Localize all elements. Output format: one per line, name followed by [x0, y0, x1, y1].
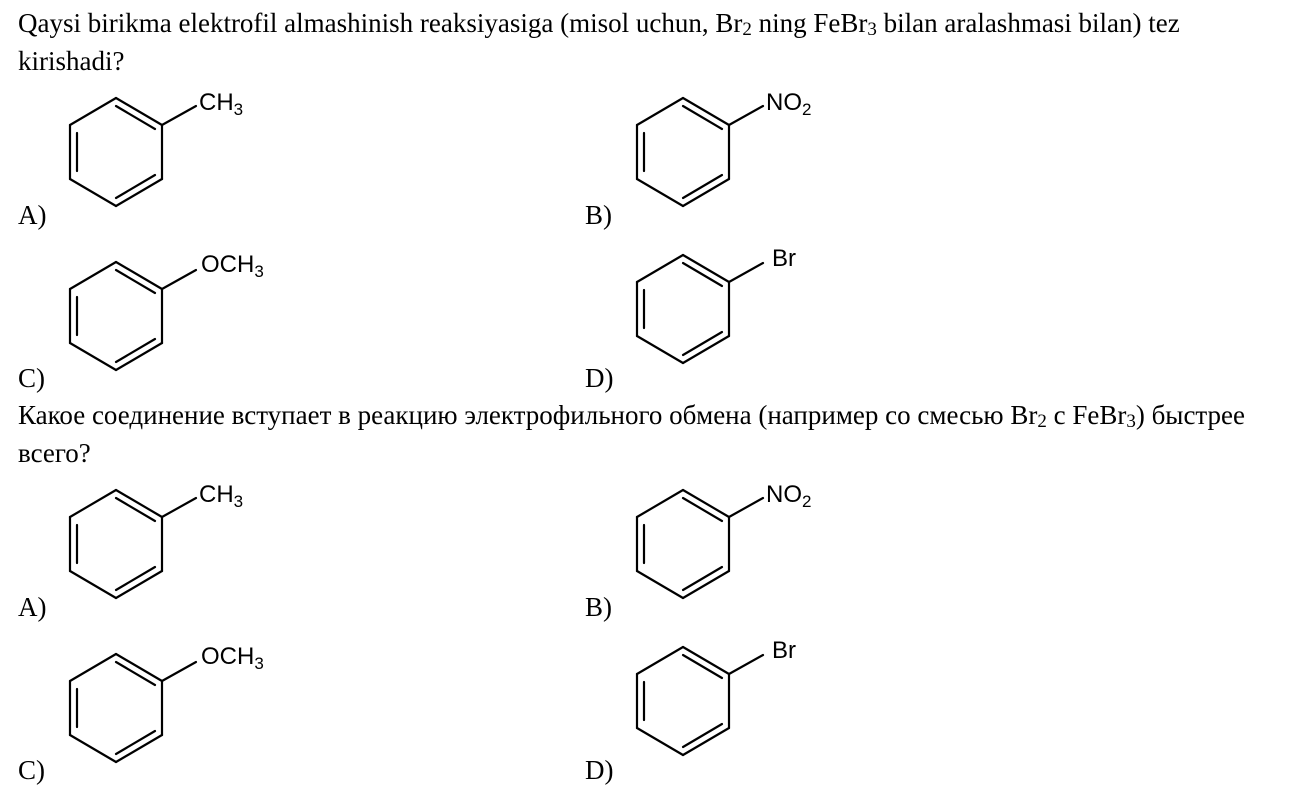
question-2-subscript: 3 [1126, 411, 1136, 432]
option-d-label[interactable]: D) [585, 755, 614, 785]
question-1-subscript: 3 [867, 19, 877, 40]
question-1-text [18, 4, 1273, 80]
substituent-label: $CH_3$ [199, 89, 244, 119]
option-a-label[interactable]: A) [18, 592, 47, 622]
question-1-text-part: bilan aralashmasi bilan) tez kirishadi? [18, 8, 1180, 76]
substituent-label: $OCH_3$ [201, 643, 264, 673]
option-c-label[interactable]: C) [18, 363, 45, 393]
bromobenzene-structure-icon [627, 635, 857, 765]
option-c-label[interactable]: C) [18, 755, 45, 785]
option-b-label[interactable]: B) [585, 200, 612, 230]
question-1-subscript: 2 [742, 19, 752, 40]
nitrobenzene-structure-icon [627, 478, 857, 608]
question-2-text-part: с FeBr [1046, 400, 1127, 430]
anisole-structure-icon [60, 642, 300, 772]
question-2-subscript: 2 [1037, 411, 1047, 432]
toluene-structure-icon [60, 478, 290, 608]
nitrobenzene-structure-icon [627, 86, 857, 216]
substituent-label: $NO_2$ [766, 481, 812, 511]
option-a-label[interactable]: A) [18, 200, 47, 230]
substituent-label: Br [772, 637, 796, 664]
substituent-label: Br [772, 245, 796, 272]
question-1-text-part: Qaysi birikma elektrofil almashinish reaksiyasiga (misol uchun, Br [18, 8, 743, 38]
bromobenzene-structure-icon [627, 243, 857, 373]
toluene-structure-icon [60, 86, 290, 216]
option-d-label[interactable]: D) [585, 363, 614, 393]
question-2-text-part: ) быстрее всего? [18, 400, 1246, 468]
question-2-text [18, 396, 1273, 472]
substituent-label: $CH_3$ [199, 481, 244, 511]
option-b-label[interactable]: B) [585, 592, 612, 622]
question-2-text-part: Какое соединение вступает в реакцию электрофильного обмена (например со смесью Br [18, 400, 1038, 430]
anisole-structure-icon [60, 250, 300, 380]
substituent-label: $NO_2$ [766, 89, 812, 119]
question-1-text-part: ning FeBr [751, 8, 868, 38]
substituent-label: $OCH_3$ [201, 251, 264, 281]
